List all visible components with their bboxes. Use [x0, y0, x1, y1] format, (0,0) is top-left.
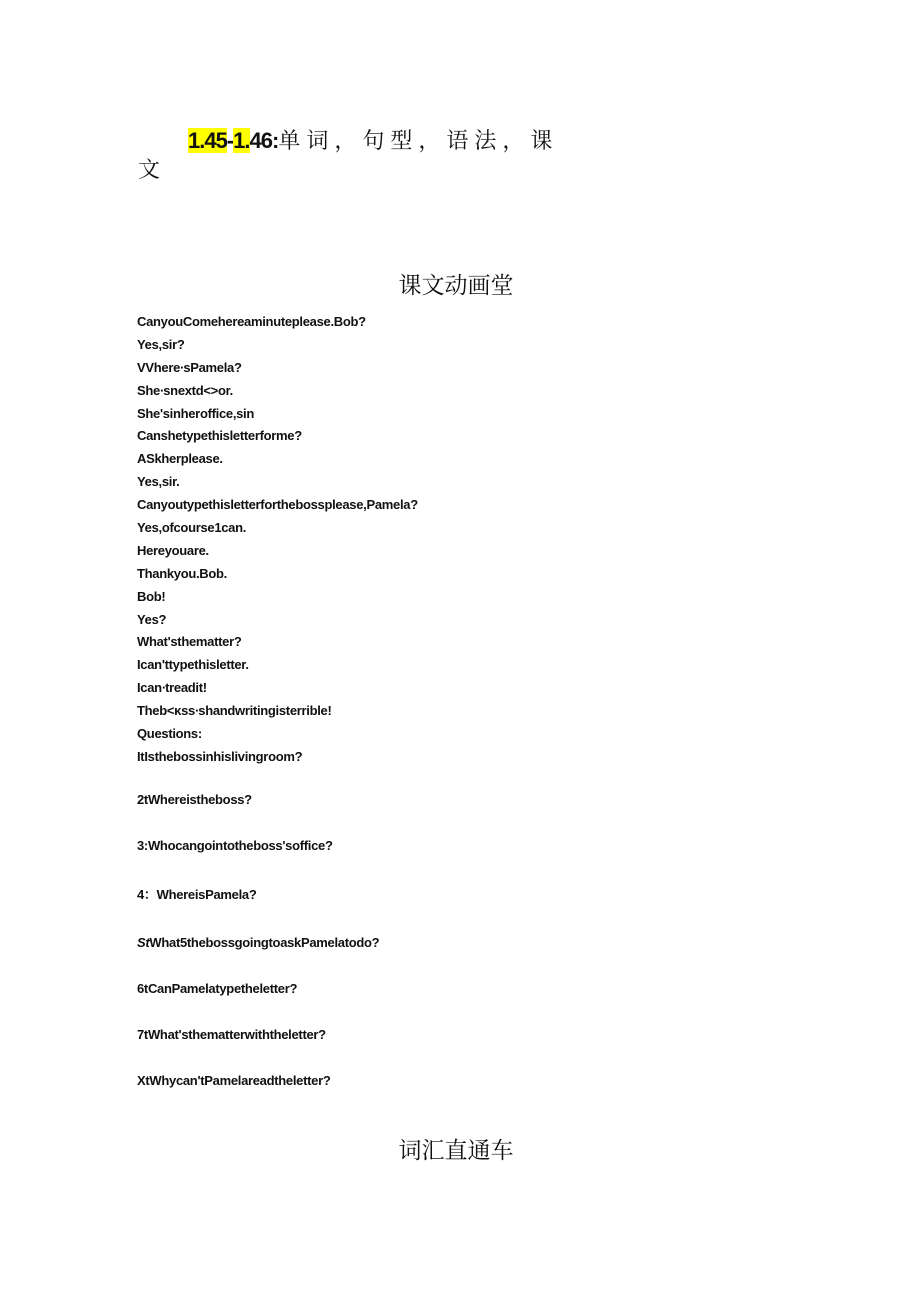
dialogue-line: Ican∙treadit!: [137, 680, 207, 696]
dialogue-line: What'sthematter?: [137, 634, 242, 650]
lesson-title: [188, 124, 558, 159]
dialogue-line: She'sinheroffice,sin: [137, 405, 255, 421]
dialogue-line: Yes,sir?: [137, 336, 185, 352]
dialogue-line: Canyoutypethisletterforthebossplease,Pamela?: [137, 497, 418, 513]
dialogue-line: Bob!: [137, 588, 166, 604]
question-6: 6tCanPamelatypetheletter?: [137, 981, 298, 996]
question-3: 3:Whocangointotheboss'soffice?: [137, 838, 333, 853]
dialogue-line: Yes,sir.: [137, 474, 180, 490]
dialogue-line: She∙snextd<>or.: [137, 382, 233, 398]
dialogue-line: CanyouComehereaminuteplease.Bob?: [137, 314, 366, 329]
dialogue-line: Hereyouare.: [137, 542, 209, 558]
question-5-text: What5thebossgoingtoaskPamelatodo?: [149, 935, 380, 950]
question-8: XtWhycan'tPamelareadtheletter?: [137, 1073, 331, 1088]
question-2: 2tWhereistheboss?: [137, 792, 252, 807]
lesson-number-end: 46: [249, 128, 272, 153]
dialogue-line: Yes?: [137, 611, 167, 627]
question-5-prefix: St: [137, 935, 150, 950]
questions-label: Questions:: [137, 726, 202, 742]
lesson-topics: 单词，句型，语法，课: [278, 129, 559, 154]
dialogue-line: VVhere∙sPamela?: [137, 359, 242, 375]
dialogue-line: Thankyou.Bob.: [137, 565, 227, 581]
question-7: 7tWhat'sthematterwiththeletter?: [137, 1027, 326, 1042]
lesson-number-end-highlight: 1.: [233, 128, 250, 153]
dialogue-line: Yes,ofcourse1can.: [137, 520, 247, 536]
section-heading-lesson: 课文动画堂: [398, 273, 514, 299]
lesson-number-start: 1.45: [188, 128, 227, 153]
lesson-number-dash: -: [226, 128, 234, 153]
title-colon: :: [272, 128, 279, 153]
question-1: ItIsthebossinhislivingroom?: [137, 748, 303, 764]
dialogue-line: ASkherplease.: [137, 451, 223, 467]
question-4: 4：WhereisPamela?: [137, 887, 257, 902]
dialogue-line: Theb<κss∙shandwritingisterrible!: [137, 703, 332, 719]
lesson-topics-continued: 文: [138, 158, 161, 183]
dialogue-line: Canshetypethisletterforme?: [137, 428, 302, 444]
dialogue-line: Ican'ttypethisletter.: [137, 657, 249, 673]
section-heading-vocabulary: 词汇直通车: [398, 1138, 514, 1164]
dialogue-list: [137, 311, 418, 769]
question-5: [137, 934, 379, 952]
